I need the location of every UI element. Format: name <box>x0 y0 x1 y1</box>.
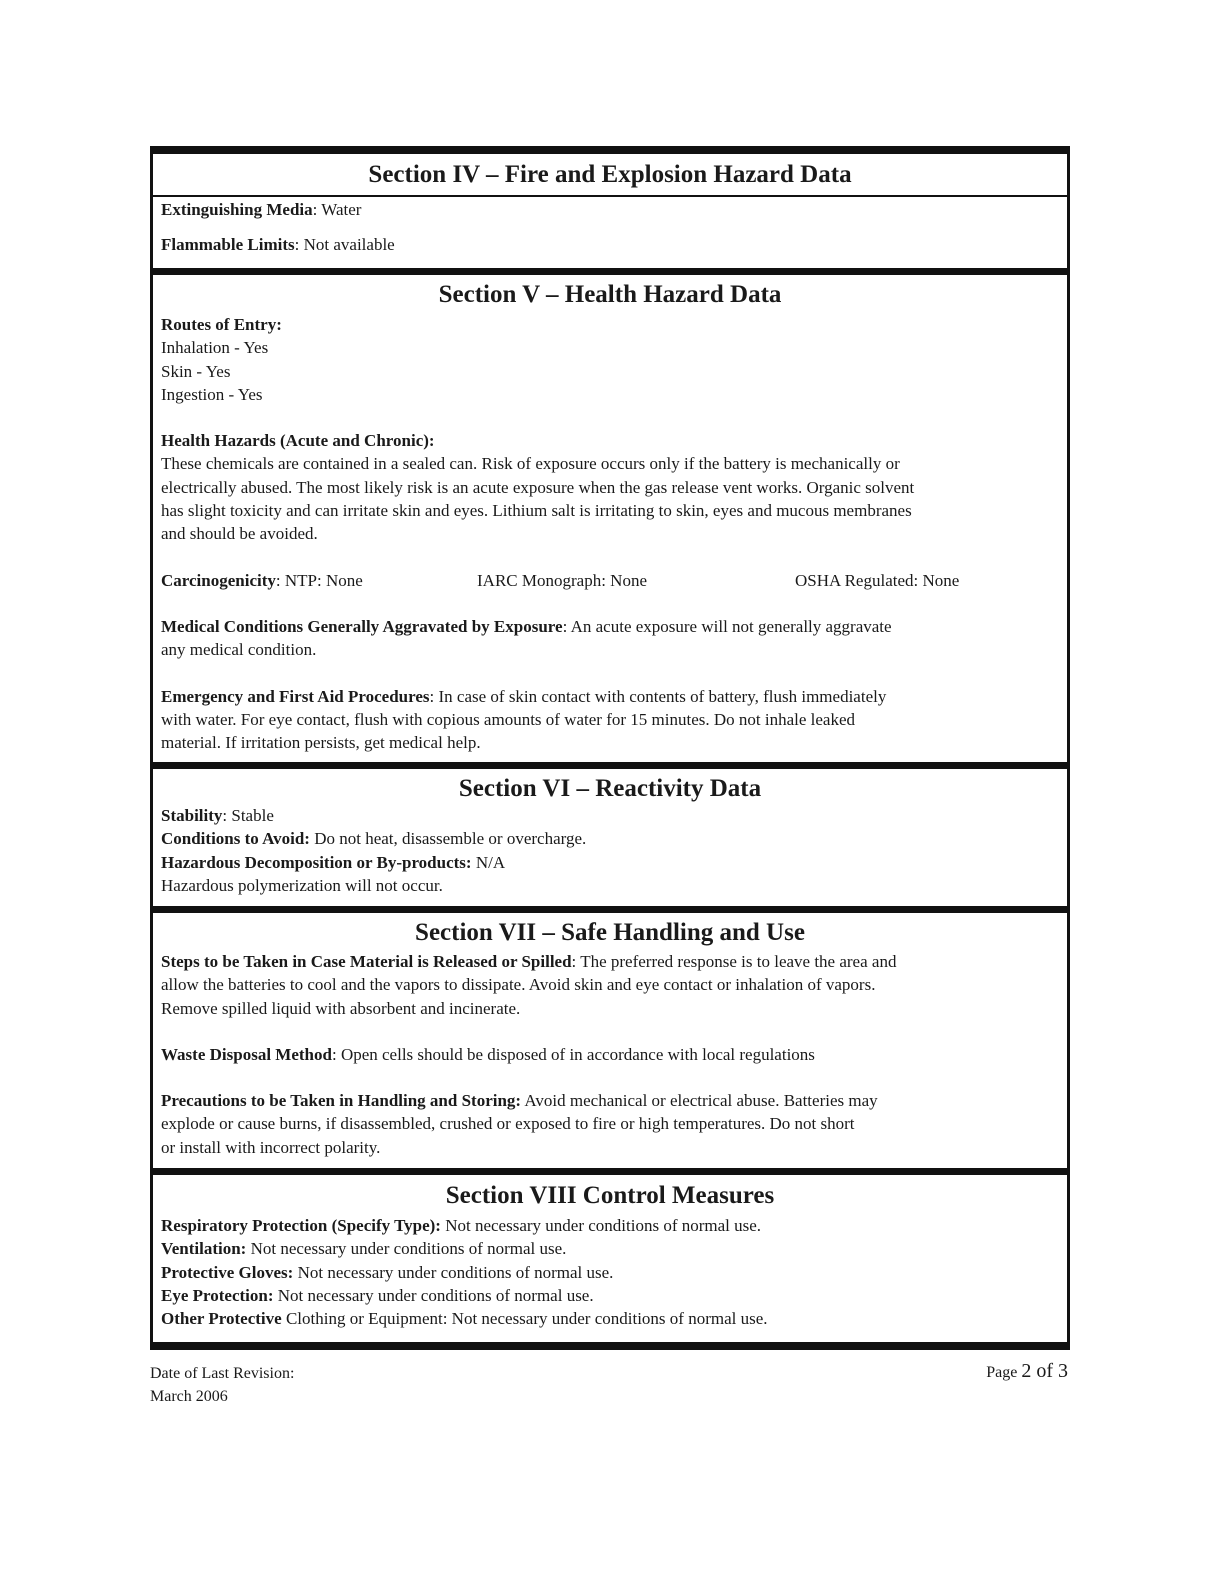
section-divider <box>153 762 1067 769</box>
section-divider <box>153 268 1067 275</box>
respiratory-protection: Respiratory Protection (Specify Type): Not necessary under conditions of normal use. <box>161 1216 762 1235</box>
section-5-title: Section V – Health Hazard Data <box>438 281 782 308</box>
emergency-first-aid: Emergency and First Aid Procedures: In case of skin contact with contents of battery, flush immediately <box>161 686 887 706</box>
section-8-body <box>153 1211 1067 1330</box>
section-6-title: Section VI – Reactivity Data <box>458 775 762 802</box>
section-7-title: Section VII – Safe Handling and Use <box>415 919 805 946</box>
section-divider <box>153 1168 1067 1175</box>
route-inhalation: Inhalation - Yes <box>161 338 269 358</box>
carcinogenicity-label: Carcinogenicity <box>161 570 276 590</box>
waste-disposal: Waste Disposal Method: Open cells should be disposed of in accordance with local regulations <box>161 1044 815 1064</box>
spill-steps-line: allow the batteries to cool and the vapors to dissipate. Avoid skin and eye contact or inhalation of vapors. <box>161 975 876 995</box>
section-4-title-bar <box>153 154 1067 197</box>
protective-gloves: Protective Gloves: Not necessary under conditions of normal use. <box>161 1262 614 1282</box>
carcinogenicity-osha: OSHA Regulated: None <box>795 570 960 590</box>
health-hazards-line: These chemicals are contained in a sealed can. Risk of exposure occurs only if the battery is mechanically or <box>161 454 900 474</box>
page-number <box>986 1360 1068 1384</box>
section-divider <box>153 906 1067 913</box>
route-skin: Skin - Yes <box>161 361 231 381</box>
revision-label: Date of Last Revision: <box>150 1365 295 1382</box>
carcinogenicity-ntp: : NTP: None <box>275 570 363 590</box>
hazardous-polymerization: Hazardous polymerization will not occur. <box>161 875 443 895</box>
emergency-first-aid-line: with water. For eye contact, flush with copious amounts of water for 15 minutes. Do not inhale leaked <box>161 709 856 729</box>
conditions-to-avoid: Conditions to Avoid: Do not heat, disassemble or overcharge. <box>161 829 587 849</box>
section-4-title: Section IV – Fire and Explosion Hazard Data <box>368 161 852 188</box>
section-4 <box>153 154 1067 268</box>
section-8 <box>153 1181 1067 1341</box>
other-protective-equipment: Other Protective Clothing or Equipment: Not necessary under conditions of normal use. <box>161 1309 768 1329</box>
handling-precautions-line: explode or cause burns, if disassembled, crushed or exposed to fire or high temperatures. Do not short <box>161 1114 855 1134</box>
handling-precautions: Precautions to be Taken in Handling and Storing: Avoid mechanical or electrical abuse. Batteries may <box>161 1091 878 1111</box>
msds-sheet <box>150 146 1070 1350</box>
section-6 <box>153 774 1067 906</box>
medical-conditions-line: any medical condition. <box>161 640 317 660</box>
section-5-body <box>153 310 1067 754</box>
health-hazards-line: electrically abused. The most likely risk is an acute exposure when the gas release vent works. Organic solvent <box>161 477 915 497</box>
carcinogenicity-iarc: IARC Monograph: None <box>477 570 647 590</box>
handling-precautions-line: or install with incorrect polarity. <box>161 1137 381 1157</box>
ventilation: Ventilation: Not necessary under conditions of normal use. <box>161 1239 567 1259</box>
section-6-body <box>153 804 1067 897</box>
routes-of-entry-label: Routes of Entry: <box>161 315 282 334</box>
revision-date-block <box>150 1362 294 1408</box>
flammable-limits: Flammable Limits: Not available <box>161 235 395 255</box>
spill-steps: Steps to be Taken in Case Material is Released or Spilled: The preferred response is to leave the area and <box>161 952 897 971</box>
hazardous-decomposition: Hazardous Decomposition or By-products: N/A <box>161 852 506 872</box>
section-8-title: Section VIII Control Measures <box>445 1182 775 1209</box>
section-4-body <box>153 197 1067 257</box>
section-7-body <box>153 948 1067 1159</box>
health-hazards-label: Health Hazards (Acute and Chronic): <box>161 431 435 451</box>
stability: Stability: Stable <box>161 806 274 825</box>
health-hazards-line: and should be avoided. <box>161 524 318 544</box>
page-word: Page <box>986 1364 1018 1381</box>
health-hazards-line: has slight toxicity and can irritate skin and eyes. Lithium salt is irritating to skin, eyes and mucous membranes <box>161 501 912 521</box>
medical-conditions: Medical Conditions Generally Aggravated by Exposure: An acute exposure will not generally aggravate <box>161 616 892 636</box>
spill-steps-line: Remove spilled liquid with absorbent and incinerate. <box>161 998 521 1018</box>
section-5 <box>153 280 1067 762</box>
page-count: 2 of 3 <box>1021 1360 1068 1382</box>
extinguishing-media: Extinguishing Media: Water <box>161 200 362 219</box>
eye-protection: Eye Protection: Not necessary under conditions of normal use. <box>161 1285 594 1305</box>
emergency-first-aid-line: material. If irritation persists, get medical help. <box>161 733 481 753</box>
section-7 <box>153 918 1067 1168</box>
route-ingestion: Ingestion - Yes <box>161 384 263 404</box>
carcinogenicity-row <box>161 569 1059 592</box>
revision-date: March 2006 <box>150 1388 228 1405</box>
